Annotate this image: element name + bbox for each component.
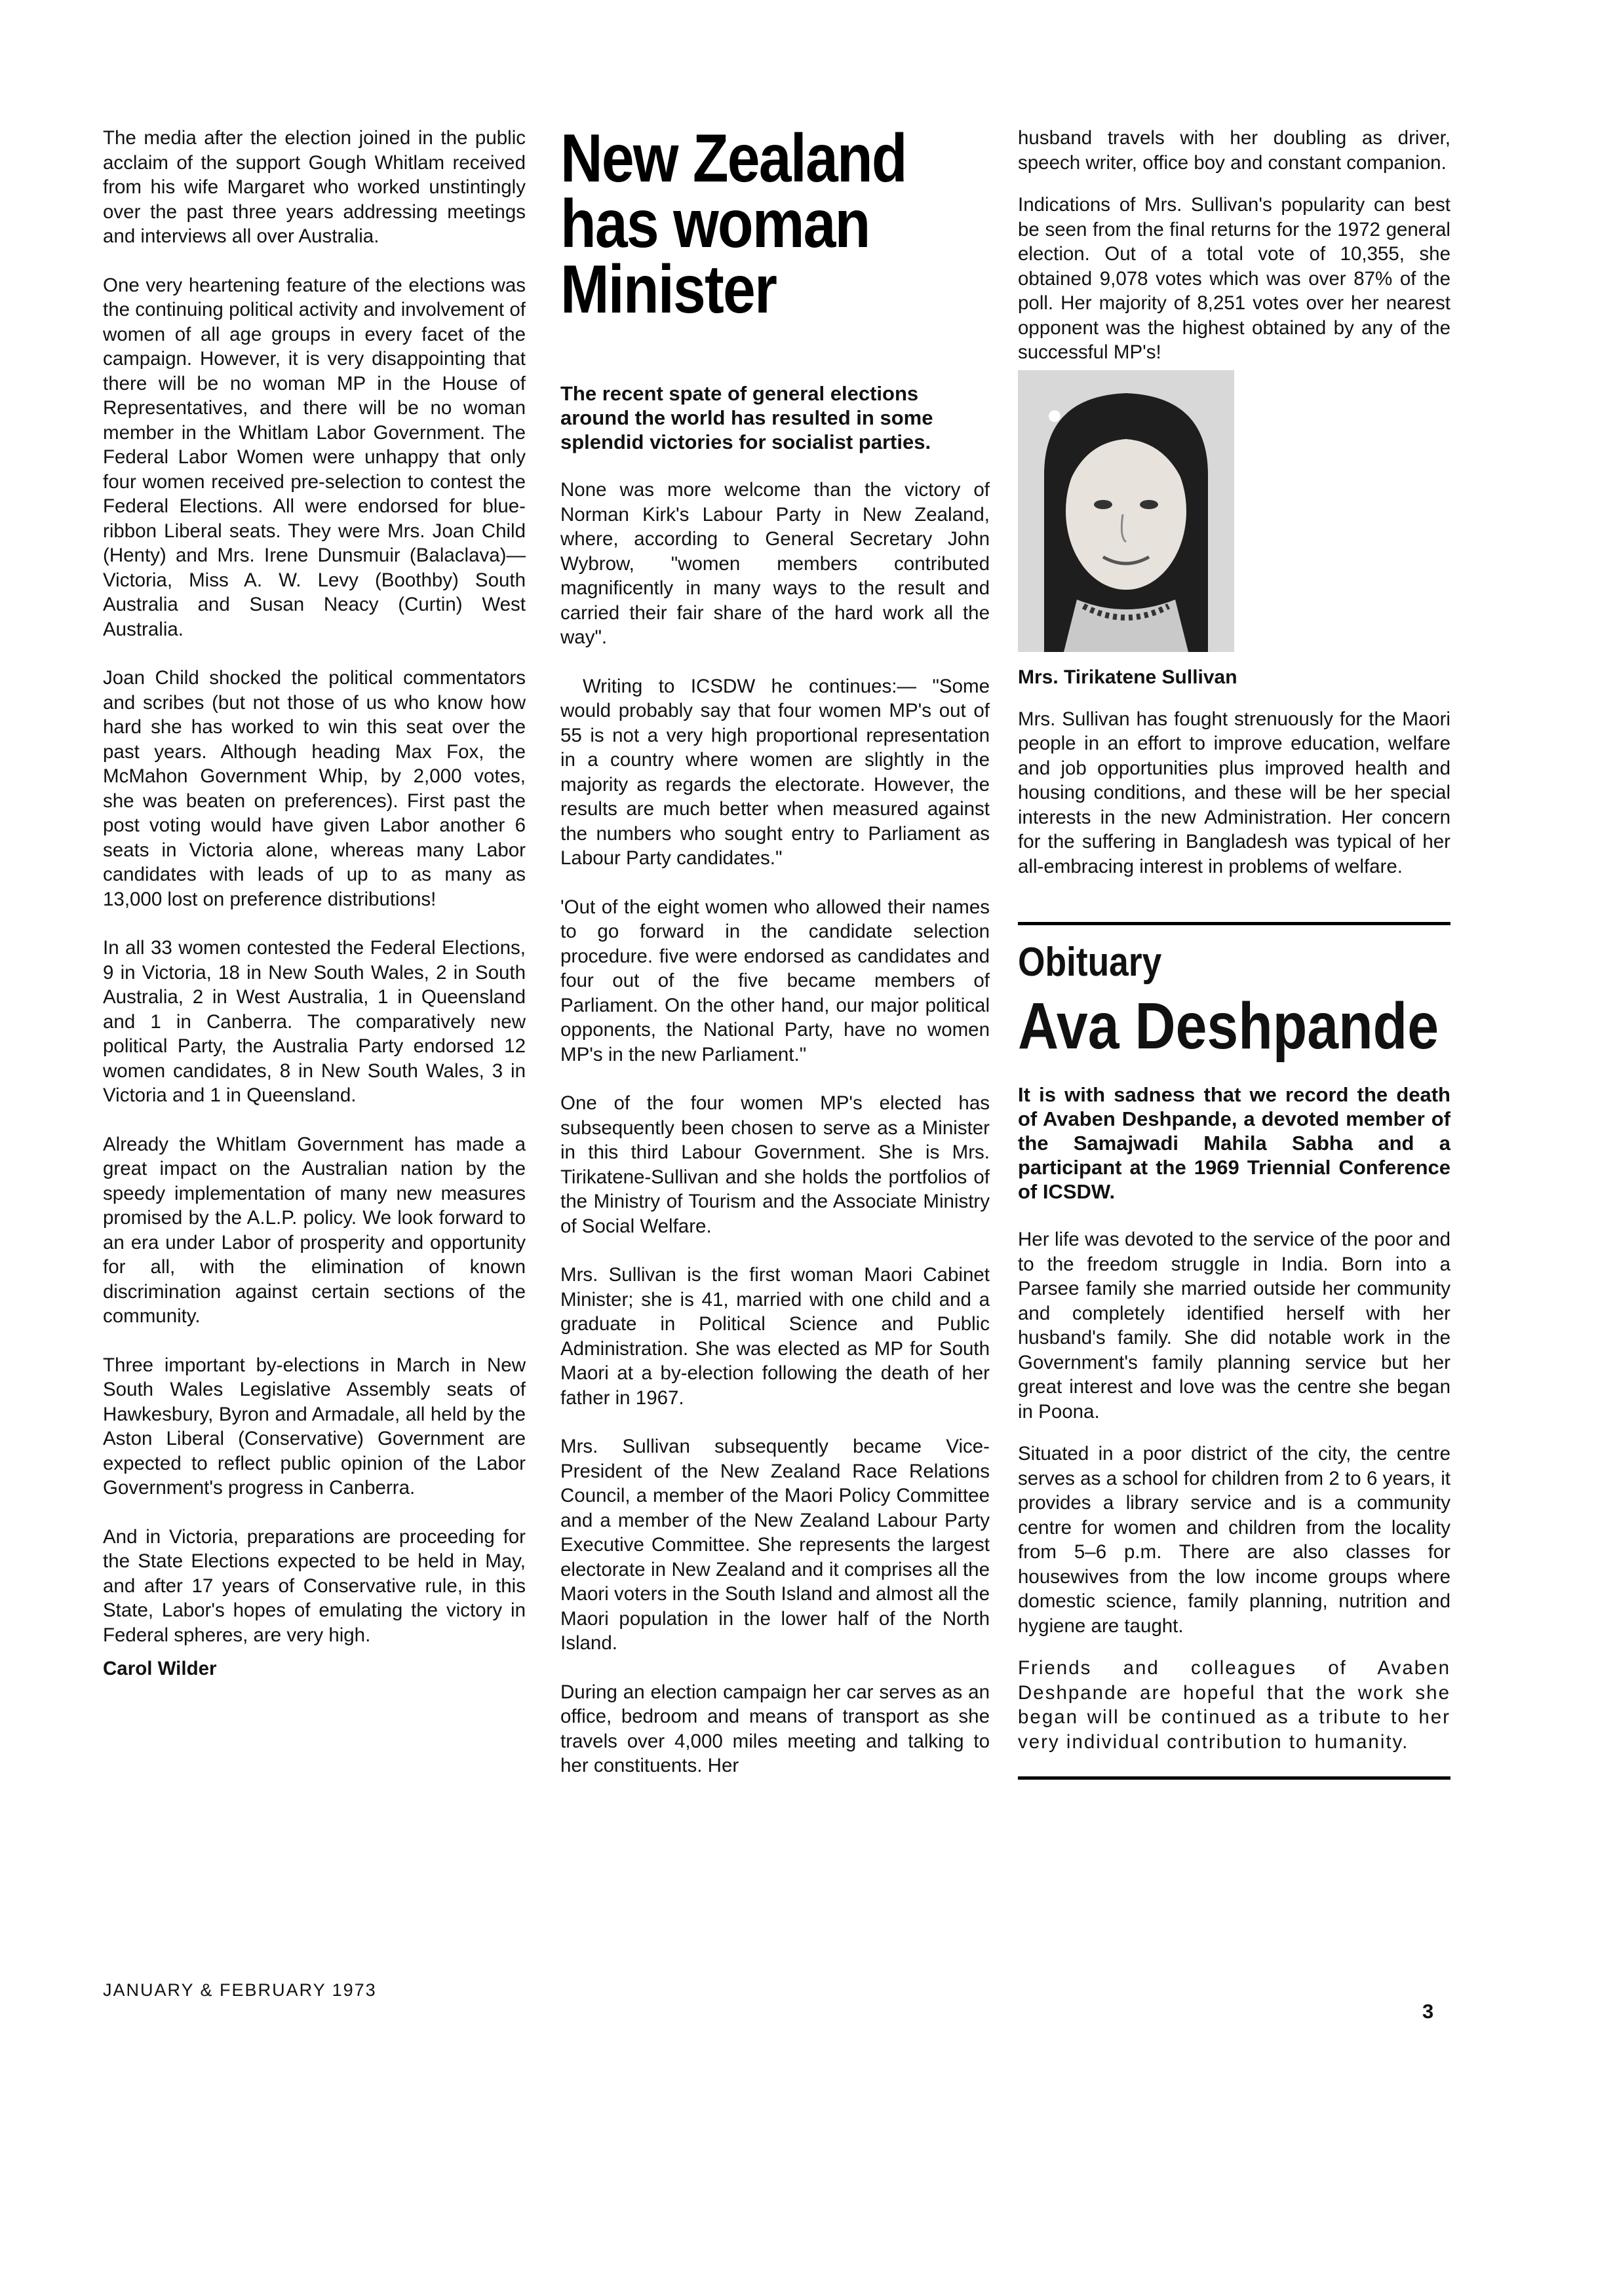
portrait-photo: [1018, 370, 1234, 652]
right-paragraph-1: husband travels with her doubling as driver, speech writer, office boy and constant companion.: [1018, 127, 1450, 174]
left-paragraph-4: In all 33 women contested the Federal Elections, 9 in Victoria, 18 in New South Wales, 2 in South Australia, 2 in West Australia, 1 in Queensland and 1 in Canberra. The comparatively new political Party, the Australia Party endorsed 12 women candidates, 8 in New South Wales, 3 in Victoria and 1 in Queensland.: [103, 937, 526, 1106]
issue-date: JANUARY & FEBRUARY 1973: [103, 1980, 377, 2000]
right-column: [1018, 126, 1450, 1780]
obituary-paragraph-3: Friends and colleagues of Avaben Deshpande are hopeful that the work she began will be continued as a tribute to her very individual contribution to humanity.: [1018, 1657, 1450, 1753]
article-standfirst: The recent spate of general elections around the world has resulted in some splendid victories for socialist parties.: [560, 382, 933, 453]
obituary-name: Ava Deshpande: [1018, 989, 1439, 1063]
mid-paragraph-5: Mrs. Sullivan is the first woman Maori Cabinet Minister; she is 41, married with one child and a graduate in Political Science and Public Administration. She was elected as MP for South Maori at a by-election following the death of her father in 1967.: [560, 1264, 990, 1409]
page-number: 3: [1422, 2000, 1434, 2023]
obituary-label: Obituary: [1018, 940, 1162, 985]
left-paragraph-7: And in Victoria, preparations are proceeding for the State Elections expected to be held in May, and after 17 years of Conservative rule, in this State, Labor's hopes of emulating the victory in Federal spheres, are very high.: [103, 1525, 526, 1646]
portrait-illustration: [1018, 370, 1234, 652]
article-headline: [560, 121, 990, 342]
right-paragraph-3: Mrs. Sullivan has fought strenuously for the Maori people in an effort to improve education, welfare and job opportunities plus improved health and housing conditions, and these will be her special interests in the new Administration. Her concern for the suffering in Bangladesh was typical of her all-embracing interest in problems of welfare.: [1018, 708, 1450, 877]
obituary-end-rule: [1018, 1776, 1450, 1780]
obituary-section: [1018, 940, 1450, 1754]
right-paragraph-2: Indications of Mrs. Sullivan's popularity can best be seen from the final returns for the 1972 general election. Out of a total vote of 10,355, she obtained 9,078 votes which was over 87% of the poll. Her majority of 8,251 votes over her nearest opponent was the highest obtained by any of the successful MP's!: [1018, 194, 1450, 363]
mid-paragraph-4: One of the four women MP's elected has subsequently been chosen to serve as a Minister in this third Labour Government. She is Mrs. Tirikatene-Sullivan and she holds the portfolios of the Ministry of Tourism and the Associate Ministry of Social Welfare.: [560, 1092, 990, 1237]
mid-paragraph-6: Mrs. Sullivan subsequently became Vice-President of the New Zealand Race Relations Council, a member of the Maori Policy Committee and a member of the New Zealand Labour Party Executive Committee. She represents the largest electorate in New Zealand and it comprises all the Maori voters in the South Island and almost all the Maori population in the lower half of the North Island.: [560, 1436, 990, 1654]
section-divider: [1018, 922, 1450, 925]
left-paragraph-5: Already the Whitlam Government has made a great impact on the Australian nation by the speedy implementation of many new measures promised by the A.L.P. policy. We look forward to an era under Labor of prosperity and opportunity for all, with the elimination of known discrimination against certain sections of the community.: [103, 1133, 526, 1327]
mid-paragraph-7: During an election campaign her car serves as an office, bedroom and means of transport as she travels over 4,000 miles meeting and talking to her constituents. Her: [560, 1681, 990, 1776]
left-paragraph-3: Joan Child shocked the political commentators and scribes (but not those of us who know how hard she has worked to win this seat over the past years. Although heading Max Fox, the McMahon Government Whip, by 2,000 votes, she was beaten on preferences). First past the post voting would have given Labor another 6 seats in Victoria alone, whereas many Labor candidates with leads of up to as many as 13,000 lost on preference distributions!: [103, 667, 526, 910]
obituary-paragraph-1: Her life was devoted to the service of the poor and to the freedom struggle in India. Born into a Parsee family she married outside her community and completely identified herself with her husband's family. She did notable work in the Government's family planning service but her great interest and love was the centre she began in Poona.: [1018, 1229, 1450, 1423]
headline-line-3: Minister: [560, 252, 777, 328]
mid-paragraph-1: None was more welcome than the victory of Norman Kirk's Labour Party in New Zealand, where, according to General Secretary John Wybrow, "women members contributed magnificently in many ways to the result and carried their fair share of the hard work all the way".: [560, 479, 990, 648]
headline-line-2: has woman: [560, 186, 870, 262]
left-paragraph-6: Three important by-elections in March in New South Wales Legislative Assembly seats of Hawkesbury, Byron and Armadale, all held by the Aston Liberal (Conservative) Government are expected to reflect public opinion of the Labor Government's progress in Canberra.: [103, 1354, 526, 1499]
mid-paragraph-2: Writing to ICSDW he continues:— "Some would probably say that four women MP's out of 55 is not a very high proportional representation in a country where women are slightly in the majority as regards the electorate. However, the results are much better when measured against the numbers who sought entry to Parliament as Labour Party candidates.": [560, 675, 990, 869]
left-paragraph-1: The media after the election joined in the public acclaim of the support Gough Whitlam received from his wife Margaret who worked unstintingly over the past three years addressing meetings and interviews all over Australia.: [103, 127, 526, 247]
mid-paragraph-3: 'Out of the eight women who allowed their names to go forward in the candidate selection procedure. five were endorsed as candidates and four out of the five became members of Parliament. On the other hand, our major political opponents, the National Party, have no women MP's in the new Parliament.": [560, 896, 990, 1065]
middle-column: [560, 121, 990, 1803]
left-column: [103, 126, 526, 1680]
left-paragraph-2: One very heartening feature of the elections was the continuing political activity and involvement of women of all age groups in every facet of the campaign. However, it is very disappointing that there will be no woman MP in the House of Representatives, and there will be no woman member in the Whitlam Labor Government. The Federal Labor Women were unhappy that only four women received pre-selection to contest the Federal Elections. All were endorsed for blue-ribbon Liberal seats. They were Mrs. Joan Child (Henty) and Mrs. Irene Dunsmuir (Balaclava)—Victoria, Miss A. W. Levy (Boothby) South Australia and Susan Neacy (Curtin) West Australia.: [103, 274, 526, 640]
headline-line-1: New Zealand: [560, 121, 906, 197]
photo-caption: Mrs. Tirikatene Sullivan: [1018, 666, 1237, 688]
obituary-paragraph-2: Situated in a poor district of the city, the centre serves as a school for children from 2 to 6 years, it provides a library service and is a community centre for women and children from the locality from 5–6 p.m. There are also classes for housewives from the low income groups where domestic science, family planning, nutrition and hygiene are taught.: [1018, 1443, 1450, 1637]
author-signature: Carol Wilder: [103, 1658, 217, 1679]
obituary-standfirst: It is with sadness that we record the death of Avaben Deshpande, a devoted member of the Samajwadi Mahila Sabha and a participant at the 1969 Triennial Conference of ICSDW.: [1018, 1083, 1450, 1203]
